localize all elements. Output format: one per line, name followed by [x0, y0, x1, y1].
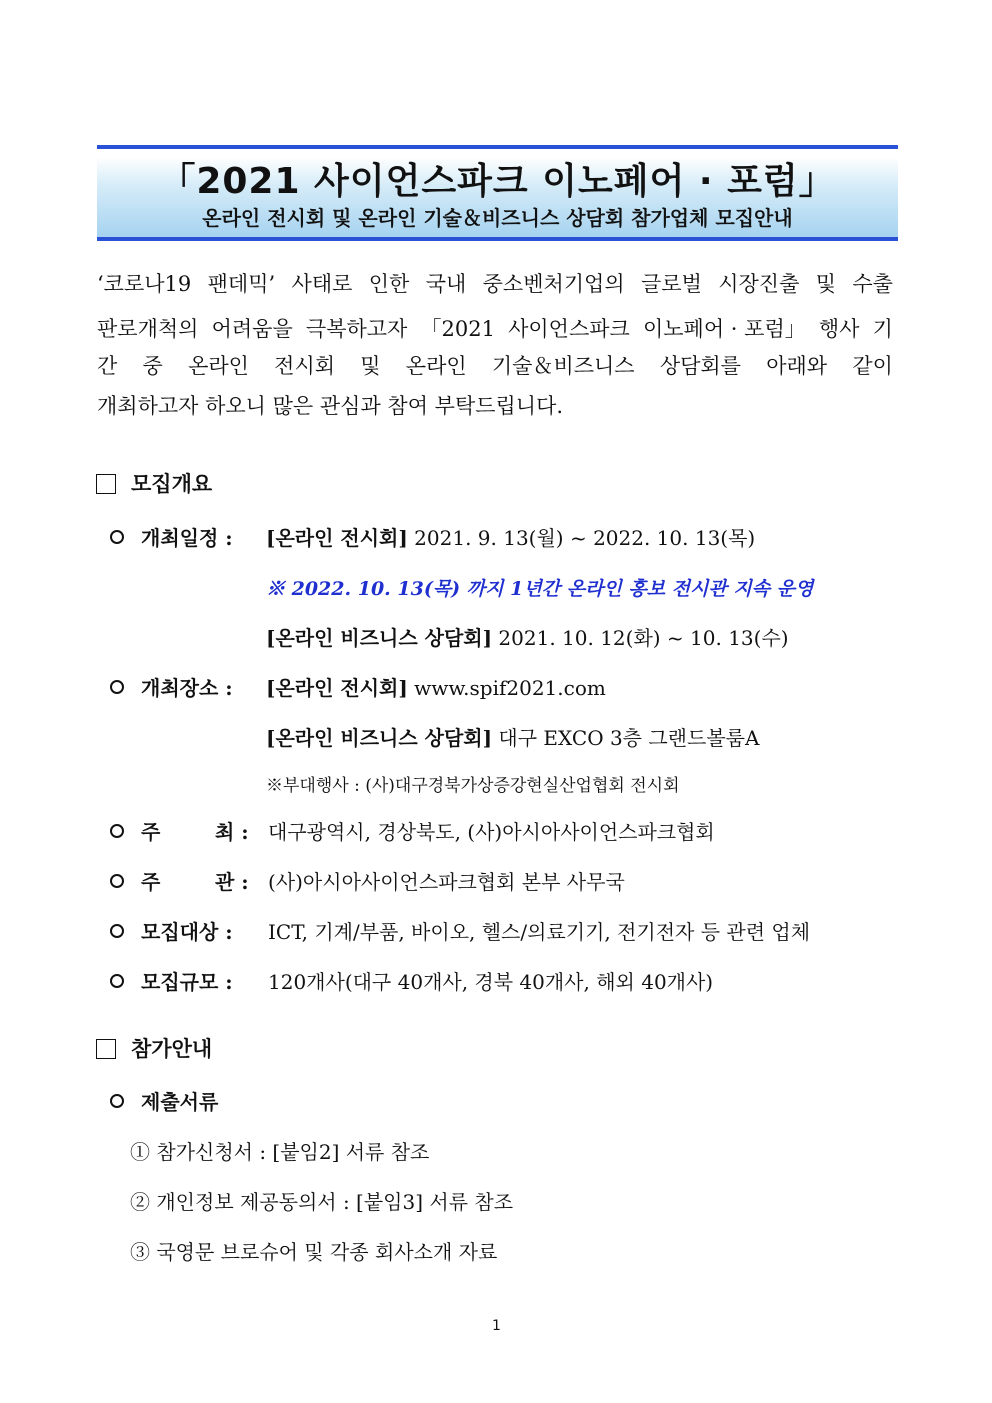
bullet-circle-icon [110, 824, 124, 838]
organizer-label-end: 관 : [215, 870, 249, 894]
schedule-note: ※ 2022. 10. 13(목) 까지 1년간 온라인 홍보 전시관 지속 운영 [266, 578, 814, 600]
bullet-circle-icon [110, 1094, 124, 1108]
scale-value: 120개사(대구 40개사, 경북 40개사, 해외 40개사) [268, 970, 714, 994]
section-title: 모집개요 [131, 472, 213, 496]
title-banner [97, 145, 898, 241]
schedule-label: 개최일정 : [141, 526, 233, 550]
intro-line: ‘코로나19 팬데믹’ 사태로 인한 국내 중소벤처기업의 글로벌 시장진출 및 수출 [97, 272, 893, 296]
intro-line: 판로개척의 어려움을 극복하고자 「2021 사이언스파크 이노페어 · 포럼」 행사 기 [97, 317, 893, 341]
intro-line: 개최하고자 하오니 많은 관심과 참여 부탁드립니다. [97, 394, 564, 418]
bullet-circle-icon [110, 874, 124, 888]
target-value: ICT, 기계/부품, 바이오, 헬스/의료기기, 전기전자 등 관련 업체 [268, 920, 811, 944]
bullet-circle-icon [110, 530, 124, 544]
schedule-biz: [온라인 비즈니스 상담회] 2021. 10. 12(화) ~ 10. 13(수) [266, 626, 789, 650]
section-title: 참가안내 [131, 1037, 213, 1061]
list-item: ② 개인정보 제공동의서 : [붙임3] 서류 참조 [130, 1190, 514, 1214]
bullet-circle-icon [110, 974, 124, 988]
host-label-end: 최 : [215, 820, 249, 844]
scale-label: 모집규모 : [141, 970, 233, 994]
checkbox-square-icon [96, 474, 116, 494]
intro-line: 간 중 온라인 전시회 및 온라인 기술＆비즈니스 상담회를 아래와 같이 [97, 354, 893, 378]
organizer-label: 주 [141, 870, 161, 894]
venue-biz: [온라인 비즈니스 상담회] 대구 EXCO 3층 그랜드볼룸A [266, 726, 760, 750]
schedule-exhibit: [온라인 전시회] 2021. 9. 13(월) ~ 2022. 10. 13(목) [266, 526, 756, 550]
list-item: ③ 국영문 브로슈어 및 각종 회사소개 자료 [130, 1240, 498, 1264]
checkbox-square-icon [96, 1039, 116, 1059]
host-value: 대구광역시, 경상북도, (사)아시아사이언스파크협회 [268, 820, 715, 844]
organizer-value: (사)아시아사이언스파크협회 본부 사무국 [268, 870, 625, 894]
bullet-circle-icon [110, 924, 124, 938]
page-number: 1 [492, 1318, 501, 1334]
page-title: 「2021 사이언스파크 이노페어 · 포럼」 [159, 161, 836, 202]
docs-label: 제출서류 [141, 1090, 219, 1114]
bullet-circle-icon [110, 680, 124, 694]
target-label: 모집대상 : [141, 920, 233, 944]
venue-exhibit: [온라인 전시회] www.spif2021.com [266, 676, 606, 700]
page-subtitle: 온라인 전시회 및 온라인 기술＆비즈니스 상담회 참가업체 모집안내 [202, 206, 793, 230]
venue-label: 개최장소 : [141, 676, 233, 700]
host-label: 주 [141, 820, 161, 844]
list-item: ① 참가신청서 : [붙임2] 서류 참조 [130, 1140, 430, 1164]
venue-side-event: ※부대행사 : (사)대구경북가상증강현실산업협회 전시회 [266, 776, 680, 796]
